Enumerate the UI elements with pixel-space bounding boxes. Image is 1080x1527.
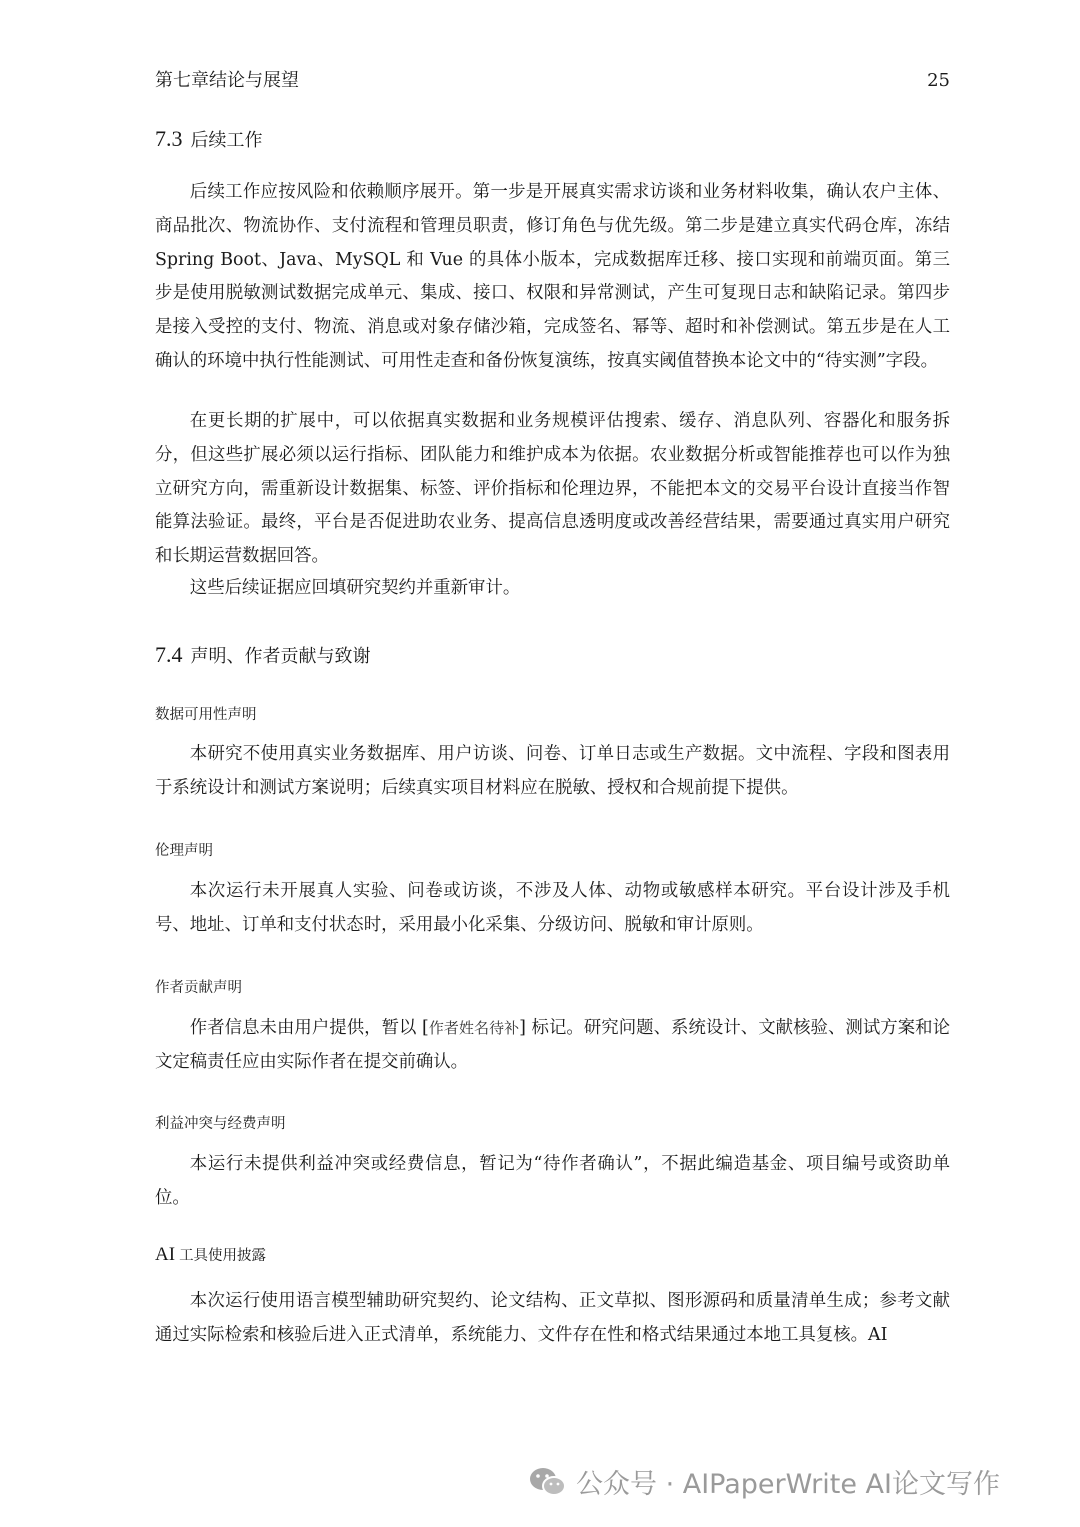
paragraph: 本次运行未开展真人实验、问卷或访谈，不涉及人体、动物或敏感样本研究。平台设计涉及手机号、地址、订单和支付状态时，采用最小化采集、分级访问、脱敏和审计原则。 [155, 881, 950, 935]
subheading-conflict-of-interest: 利益冲突与经费声明 [155, 1116, 286, 1132]
subheading-data-availability: 数据可用性声明 [155, 707, 257, 723]
section-heading-7-3 [155, 126, 263, 152]
subheading-author-contribution: 作者贡献声明 [155, 980, 242, 996]
section-title: 声明、作者贡献与致谢 [190, 646, 371, 667]
subheading-ethics: 伦理声明 [155, 843, 213, 859]
text-before: 作者信息未由用户提供，暂以 [ [189, 1018, 429, 1038]
chapter-title: 第七章结论与展望 [155, 70, 299, 91]
paragraph: 本运行未提供利益冲突或经费信息，暂记为“待作者确认”，不据此编造基金、项目编号或资助单位。 [155, 1154, 950, 1208]
page-number: 25 [927, 70, 950, 91]
paragraph: 后续工作应按风险和依赖顺序展开。第一步是开展真实需求访谈和业务材料收集，确认农户主体、商品批次、物流协作、支付流程和管理员职责，修订角色与优先级。第二步是建立真实代码仓库，冻结 Spring Boot、Java、MySQL 和 Vue 的具体小版本，完成数据库迁移、接口实现和前端页面。第三步是使用脱敏测试数据完成单元、集成、接口、权限和异常测试，产生可复现日志和缺陷记录。第四步是接入受控的支付、物流、消息或对象存储沙箱，完成签名、幂等、超时和补偿测试。第五步是在人工确认的环境中执行性能测试、可用性走查和备份恢复演练，按真实阈值替换本论文中的“待实测”字段。 [155, 182, 950, 371]
paragraph: 在更长期的扩展中，可以依据真实数据和业务规模评估搜索、缓存、消息队列、容器化和服务拆分，但这些扩展必须以运行指标、团队能力和维护成本为依据。农业数据分析或智能推荐也可以作为独立研究方向，需重新设计数据集、标签、评价指标和伦理边界，不能把本文的交易平台设计直接当作智能算法验证。最终，平台是否促进助农业务、提高信息透明度或改善经营结果，需要通过真实用户研究和长期运营数据回答。 [155, 411, 950, 567]
section-title: 后续工作 [190, 130, 263, 151]
wechat-icon [528, 1465, 568, 1499]
heading-text: 工具使用披露 [179, 1248, 267, 1264]
section-number: 7.3 [155, 126, 183, 151]
paragraph [155, 1012, 950, 1080]
paragraph: 本次运行使用语言模型辅助研究契约、论文结构、正文草拟、图形源码和质量清单生成；参考文献通过实际检索和核验后进入正式清单，系统能力、文件存在性和格式结果通过本地工具复核。AI [155, 1291, 950, 1345]
running-header [155, 66, 950, 92]
paragraph: 这些后续证据应回填研究契约并重新审计。 [189, 578, 521, 598]
watermark [528, 1462, 1000, 1501]
ai-prefix: AI [155, 1244, 176, 1265]
subheading-ai-disclosure [155, 1244, 266, 1266]
watermark-text: 公众号 · AIPaperWrite AI论文写作 [576, 1469, 1000, 1500]
text-after: ] 标记。研究问题、系统设计、文献核验、测试方案和论文定稿责任应由实际作者在提交前确认。 [155, 1018, 950, 1072]
section-heading-7-4 [155, 642, 371, 668]
paragraph: 本研究不使用真实业务数据库、用户访谈、问卷、订单日志或生产数据。文中流程、字段和图表用于系统设计和测试方案说明；后续真实项目材料应在脱敏、授权和合规前提下提供。 [155, 744, 950, 798]
section-number: 7.4 [155, 642, 183, 667]
author-placeholder: 作者姓名待补 [428, 1019, 520, 1037]
